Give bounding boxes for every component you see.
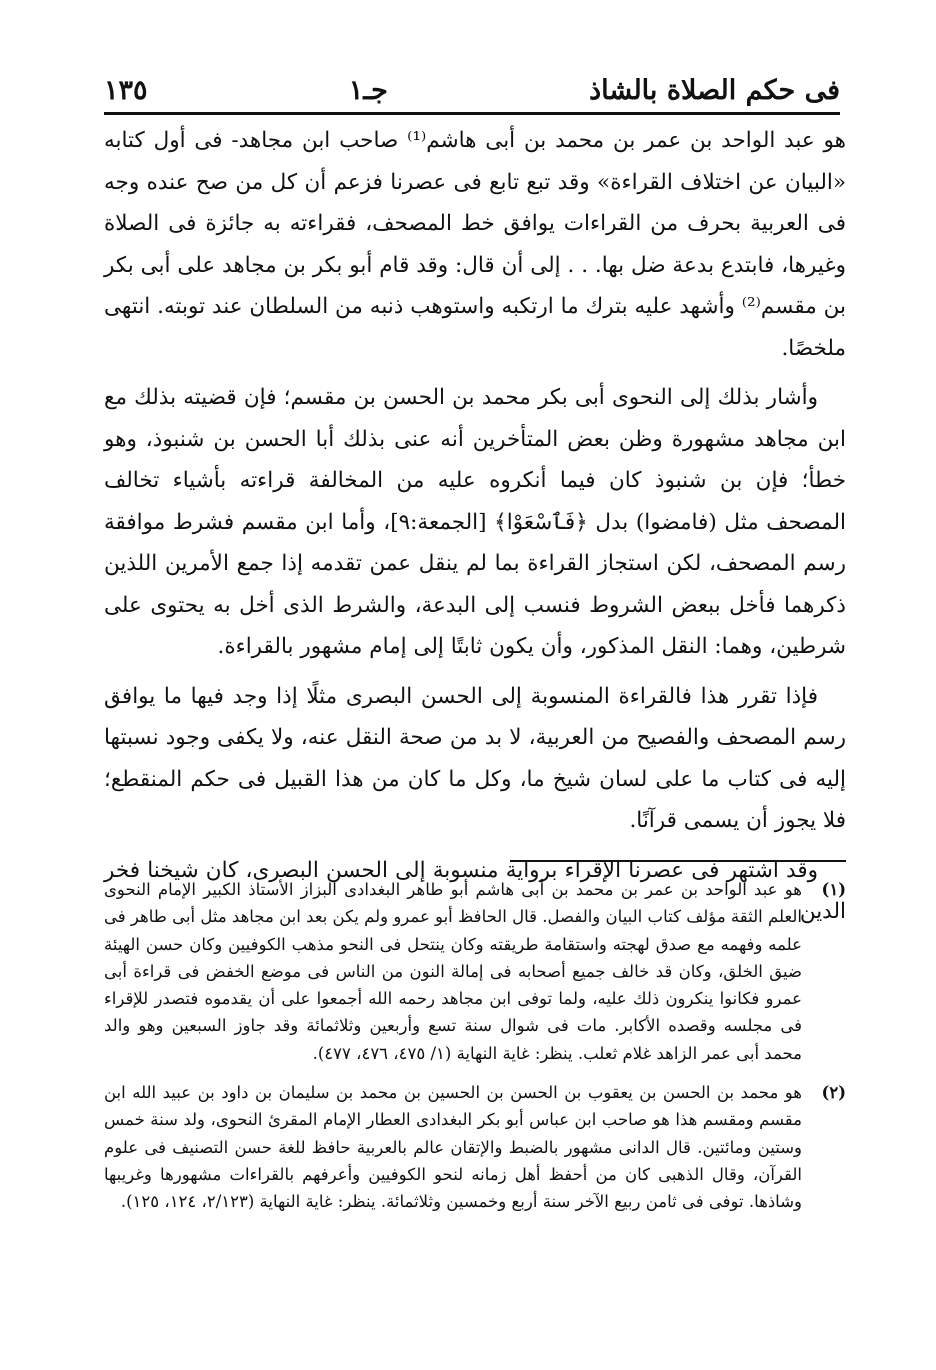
footnote-separator [510, 860, 846, 862]
running-title: فى حكم الصلاة بالشاذ [589, 75, 840, 106]
header-rule [104, 112, 840, 115]
main-text [104, 120, 846, 933]
paragraph-4: وقد اشتهر فى عصرنا الإقراء برواية منسوبة إلى الحسن البصرى، كان شيخنا فخر الدين [104, 857, 846, 924]
page-header [104, 62, 840, 106]
footnote-number: (١) [821, 880, 846, 899]
volume-number: جـ١ [348, 75, 388, 106]
footnotes [104, 876, 846, 1216]
paragraph-3: فإذا تقرر هذا فالقراءة المنسوبة إلى الحسن البصرى مثلًا إذا وجد فيها ما يوافق رسم المصحف والفصيح من العربية، لا بد من صحة النقل عنه، ولا يكفى وجود نسبتها إليه فى كتاب ما على لسان شيخ ما، وكل ما كان من هذا القبيل فى حكم المنقطع؛ فلا يجوز أن يسمى قرآنًا. [104, 683, 846, 833]
footnote-text: هو محمد بن الحسن بن يعقوب بن الحسن بن الحسين بن محمد بن سليمان بن داود بن عبيد الله ابن مقسم ومقسم هذا هو صاحب ابن عباس أبو بكر البغدادى العطار الإمام المقرئ النحوى، ولد سنة خمس وستين ومائتين. قال الدانى مشهور بالضبط والإتقان عالم بالعربية حافظ للغة حسن التصنيف فى علوم القرآن، وقال الذهبى كان من أحفظ أهل زمانه لنحو الكوفيين وأعرفهم بالقراءات مشهورها وغريبها وشاذها. توفى فى ثامن ربيع الآخر سنة أربع وخمسين وثلاثمائة. ينظر: غاية النهاية (٢/١٢٣، ١٢٤، ١٢٥). [104, 1083, 802, 1212]
paragraph-1: هو عبد الواحد بن عمر بن محمد بن أبى هاشم⁽¹⁾ صاحب ابن مجاهد- فى أول كتابه «البيان عن اختلاف القراءة» وقد تبع تابع فى عصرنا فزعم أن كل من صح عنده وجه فى العربية بحرف من القراءات يوافق خط المصحف، فقراءته به جائزة فى الصلاة وغيرها، فابتدع بدعة ضل بها. . . إلى أن قال: وقد قام أبو بكر بن مجاهد على أبى بكر بن مقسم⁽²⁾ وأشهد عليه بترك ما ارتكبه واستوهب ذنبه من السلطان عند توبته. انتهى ملخصًا. [104, 128, 846, 361]
footnote-2 [104, 1079, 846, 1215]
footnote-text: هو عبد الواحد بن عمر بن محمد بن أبى هاشم أبو طاهر البغدادى البزاز الأستاذ الكبير الإمام النحوى العلم الثقة مؤلف كتاب البيان والفصل. قال الحافظ أبو عمرو ولم يكن بعد ابن مجاهد مثل أبى طاهر فى علمه وفهمه مع صدق لهجته واستقامة طريقته وكان ينتحل فى النحو مذهب الكوفيين وكان حسن الهيئة ضيق الخلق، وكان قد خالف جميع أصحابه فى إمالة النون من الناس فى موضع الخفض فى قراءة أبى عمرو فكانوا ينكرون ذلك عليه، ولما توفى ابن مجاهد رحمه الله أجمعوا على أن يقدموه فتصدر للإقراء فى مجلسه وقصده الأكابر. مات فى شوال سنة تسع وأربعين وثلاثمائة وقد جاوز السبعين وهو والد محمد أبى عمر الزاهد غلام ثعلب. ينظر: غاية النهاية (١/ ٤٧٥، ٤٧٦، ٤٧٧). [104, 880, 803, 1063]
footnote-number: (٢) [821, 1083, 846, 1103]
paragraph-2: وأشار بذلك إلى النحوى أبى بكر محمد بن الحسن بن مقسم؛ فإن قضيته بذلك مع ابن مجاهد مشهورة وظن بعض المتأخرين أنه عنى بذلك أبا الحسن بن شنبوذ، وهو خطأ؛ فإن بن شنبوذ كان فيما أنكروه عليه من المخالفة قراءته بأشياء تخالف المصحف مثل (فامضوا) بدل ﴿فَٱسْعَوْا﴾ [الجمعة:٩]، وأما ابن مقسم فشرط موافقة رسم المصحف، لكن استجاز القراءة بما لم ينقل عمن تقدمه إذا جمع الأمرين اللذين ذكرهما فأخل ببعض الشروط فنسب إلى البدعة، والشرط الذى أخل به يحتوى على شرطين، وهما: النقل المذكور، وأن يكون ثابتًا إلى إمام مشهور بالقراءة. [104, 385, 846, 659]
page-number: ١٣٥ [104, 75, 148, 106]
footnote-1 [104, 876, 846, 1067]
